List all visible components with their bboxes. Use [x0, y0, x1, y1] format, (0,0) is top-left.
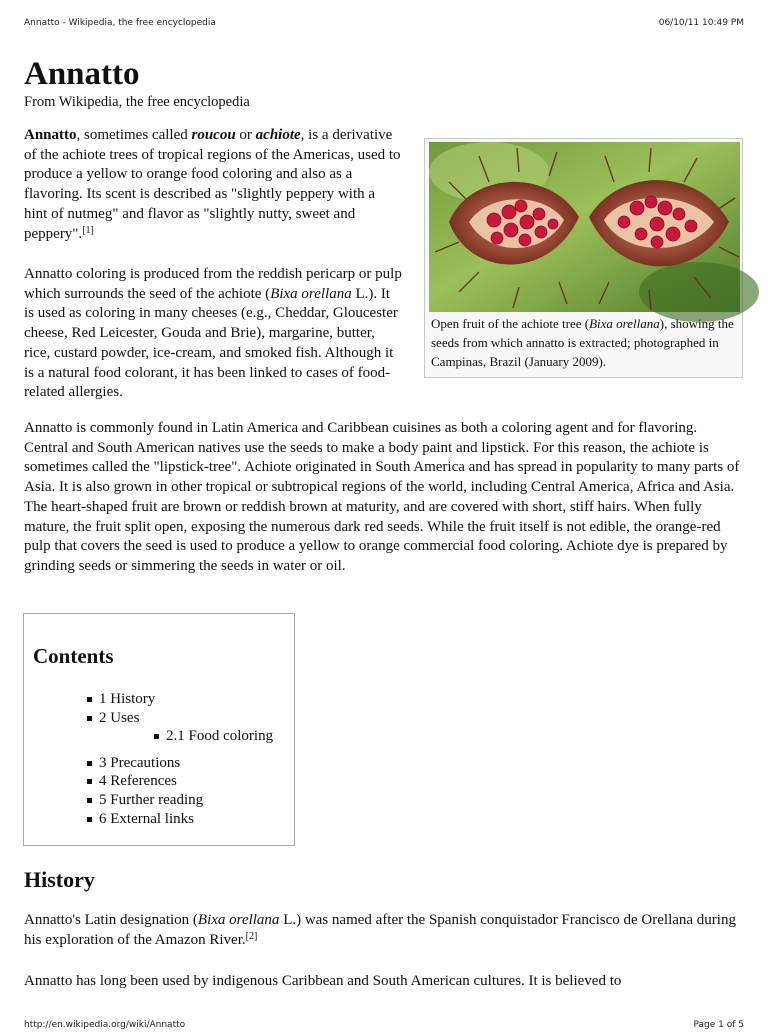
history-paragraph-2: Annatto has long been used by indigenous Caribbean and South American cultures. It is believed to: [24, 973, 622, 989]
text-fragment: , is a derivative of the achiote trees of tropical regions of the Americas, used to produce a yellow to orange food coloring and also as a flavoring. Its scent is described as "slightly peppery with a hint of nutmeg" and flavor as "slightly nutty, sweet and peppery".: [24, 127, 401, 242]
toc-item-history[interactable]: 1 History: [99, 691, 156, 707]
toc-item-precautions[interactable]: 3 Precautions: [99, 755, 181, 771]
history-heading: History: [24, 867, 95, 892]
species-name: Bixa orellana: [589, 316, 660, 331]
toc-item-uses[interactable]: 2 Uses: [99, 710, 140, 726]
text-fragment: or: [235, 127, 256, 143]
text-fragment: Annatto coloring is produced from the reddish pericarp or pulp which surrounds the seed of the achiote (: [24, 266, 402, 302]
footer-url: http://en.wikipedia.org/wiki/Annatto: [24, 1020, 186, 1030]
toc-item-food-coloring[interactable]: 2.1 Food coloring: [166, 728, 274, 744]
toc-item-references[interactable]: 4 References: [99, 773, 177, 789]
cuisine-paragraph: Annatto is commonly found in Latin America and Caribbean cuisines as both a coloring agent and for flavoring. Central and South American natives use the seeds to make a body paint and lipstick. For this reason, the achiote is sometimes called the "lipstick-tree". Achiote originated in South America and has spread in popularity to many parts of Asia. It is also grown in other tropical or subtropical regions of the world, including Central America, Africa and Asia. The heart-shaped fruit are brown or reddish brown at maturity, and are covered with short, stiff hairs. When fully mature, the fruit split open, exposing the numerous dark red seeds. While the fruit itself is not edible, the orange-red pulp that covers the seed is used to produce a yellow to orange commercial food coloring. Achiote dye is prepared by grinding seeds or simmering the seeds in water or oil.: [24, 420, 740, 574]
article-title: Annatto: [24, 56, 140, 92]
toc-title: Contents: [33, 644, 114, 668]
header-timestamp: 06/10/11 10:49 PM: [658, 18, 744, 28]
achiote-fruit-photo[interactable]: [429, 142, 740, 312]
coloring-paragraph: [24, 265, 402, 403]
term-achiote: achiote: [255, 127, 301, 143]
species-name: Bixa orellana: [270, 285, 352, 302]
print-footer: [24, 1018, 744, 1030]
citation-link[interactable]: [2]: [245, 930, 258, 942]
toc-item-further-reading[interactable]: 5 Further reading: [99, 792, 204, 808]
text-fragment: L.) was named after the Spanish conquistador Francisco de Orellana during his exploration of the Amazon River.: [24, 912, 736, 948]
header-page-title: Annatto - Wikipedia, the free encyclopedia: [24, 18, 216, 28]
fruit-image-thumbnail: [424, 138, 743, 378]
text-fragment: ), showing the seeds from which annatto is extracted; photographed in Campinas, Brazil (January 2009).: [431, 316, 734, 369]
toc-item-external-links[interactable]: 6 External links: [99, 811, 194, 827]
footer-page-number: Page 1 of 5: [693, 1020, 744, 1030]
term-annatto: Annatto: [24, 127, 77, 143]
text-fragment: L.). It is used as coloring in many cheeses (e.g., Cheddar, Gloucester cheese, Red Leicester, Gouda and Brie), margarine, butter, rice, custard powder, ice-cream, and smoked fish. Although it is a natural food colorant, it has been linked to cases of food-related allergies.: [24, 285, 398, 401]
history-paragraph-1: [24, 911, 744, 950]
citation-link[interactable]: [1]: [82, 224, 94, 236]
term-roucou: roucou: [191, 127, 236, 143]
table-of-contents: [23, 613, 295, 846]
text-fragment: , sometimes called: [76, 127, 192, 143]
image-caption: [431, 314, 743, 371]
intro-paragraph: [24, 126, 402, 244]
print-header: [24, 18, 744, 28]
article-subtitle: From Wikipedia, the free encyclopedia: [24, 94, 250, 110]
text-fragment: Annatto's Latin designation (: [24, 912, 198, 928]
species-name: Bixa orellana: [197, 912, 280, 928]
text-fragment: Open fruit of the achiote tree (: [431, 316, 590, 331]
